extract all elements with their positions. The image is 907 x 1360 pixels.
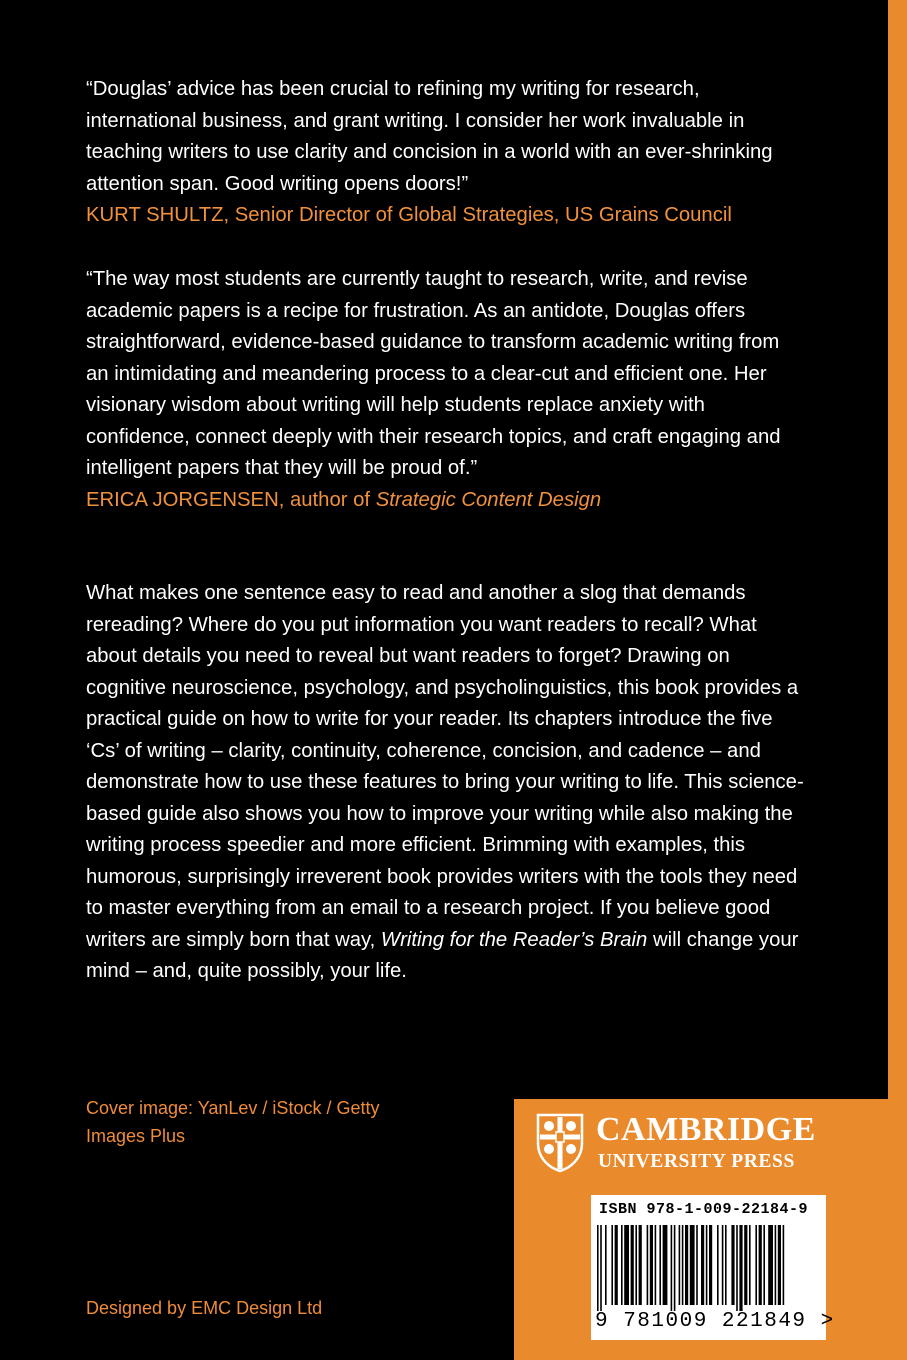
barcode-bar — [650, 1225, 653, 1305]
barcode-bar — [659, 1225, 661, 1305]
barcode-bar — [701, 1225, 704, 1305]
barcode-bar — [611, 1225, 613, 1305]
quote-shultz — [86, 74, 806, 232]
cover-image-credit: Cover image: YanLev / iStock / Getty Images Plus — [86, 1098, 380, 1146]
barcode-bar — [690, 1225, 695, 1305]
barcode-bar — [655, 1225, 657, 1305]
barcode-bar — [674, 1225, 676, 1311]
book-title: Writing for the Reader’s Brain — [380, 928, 648, 951]
barcode-bar — [597, 1225, 599, 1311]
attribution-role: , Senior Director of Global Strategies, US Grains Council — [223, 204, 732, 226]
barcode-bar — [783, 1225, 785, 1305]
barcode-bar — [775, 1225, 777, 1305]
barcode-bar — [778, 1225, 781, 1305]
barcode-bar — [736, 1225, 738, 1311]
description-part-2: will change your mind – and, quite possibly, your life. — [86, 928, 799, 982]
barcode-bar — [682, 1225, 684, 1305]
isbn-barcode — [591, 1195, 835, 1340]
barcode-bar — [605, 1225, 607, 1305]
barcode-bar — [685, 1225, 688, 1305]
quote-attribution — [86, 200, 806, 232]
barcode-bar — [631, 1225, 634, 1305]
cambridge-shield-icon — [536, 1113, 584, 1173]
barcode-bar — [749, 1225, 751, 1305]
barcode-bar — [671, 1225, 673, 1311]
barcode-bar — [679, 1225, 681, 1305]
barcode-bar — [768, 1225, 773, 1305]
barcode-bar — [739, 1225, 742, 1311]
quote-text: “The way most students are currently taught to research, write, and revise academic papers is a recipe for frustration. As an antidote, Douglas offers straightforward, evidence-based guidance to transform academic writing from an intimidating and meandering process to a clear-cut and efficient one. Her visionary wisdom about writing will help students replace anxiety with confidence, connect deeply with their research topics, and craft engaging and intelligent papers that they will be proud of.” — [86, 268, 781, 479]
barcode-bar — [744, 1225, 747, 1305]
barcode-bar — [615, 1225, 618, 1305]
barcode-digits: 9 781009 221849 > — [595, 1310, 835, 1333]
publisher-name: CAMBRIDGE — [596, 1111, 816, 1148]
barcode-bar — [706, 1225, 708, 1305]
publisher-subtitle: UNIVERSITY PRESS — [598, 1151, 795, 1172]
barcode-bar — [763, 1225, 765, 1305]
quote-attribution — [86, 485, 806, 517]
barcode-bar — [725, 1225, 727, 1305]
barcode-bar — [639, 1225, 642, 1305]
barcode-bar — [722, 1225, 724, 1305]
barcode-bar — [696, 1225, 698, 1305]
description-text — [86, 578, 806, 988]
barcode-bar — [621, 1225, 623, 1305]
barcode-bar — [600, 1225, 602, 1311]
isbn-label: ISBN 978-1-009-22184-9 — [599, 1201, 809, 1218]
attribution-book-title: Strategic Content Design — [375, 488, 602, 511]
design-credit: Designed by EMC Design Ltd — [86, 1298, 323, 1318]
barcode-bar — [663, 1225, 668, 1305]
barcode-bar — [647, 1225, 649, 1305]
book-description — [86, 578, 806, 988]
attribution-name: ERICA JORGENSEN — [86, 488, 279, 511]
quote-text: “Douglas’ advice has been crucial to refining my writing for research, international business, and grant writing. I consider her work invaluable in teaching writers to use clarity and concision in a world with an ever-shrinking attention span. Good writing opens doors!” — [86, 78, 773, 195]
barcode-bar — [709, 1225, 712, 1305]
barcode-bar — [635, 1225, 637, 1305]
barcode-bar — [717, 1225, 719, 1305]
barcode-bar — [755, 1225, 757, 1305]
attribution-role: , author of — [278, 488, 376, 511]
attribution-name: KURT SHULTZ — [86, 204, 224, 226]
barcode-bar — [624, 1225, 629, 1305]
barcode-bar — [731, 1225, 734, 1305]
barcode-bar — [759, 1225, 762, 1305]
barcode-bars — [597, 1225, 820, 1311]
quote-jorgensen — [86, 264, 806, 516]
description-part-1: What makes one sentence easy to read and another a slog that demands rereading? Where do you put information you want readers to recall? What about details you need to reveal but want readers to forget? Drawing on cognitive neuroscience, psychology, and psycholinguistics, this book provides a practical guide on how to write for your reader. Its chapters introduce the five ‘Cs’ of writing – clarity, continuity, coherence, concision, and cadence – and demonstrate how to use these features to bring your writing to life. This science-based guide also shows you how to improve your writing while also making the writing process speedier and more efficient. Brimming with examples, this humorous, surprisingly irreverent book provides writers with the tools they need to master everything from an email to a research project. If you believe good writers are simply born that way, — [86, 582, 804, 951]
